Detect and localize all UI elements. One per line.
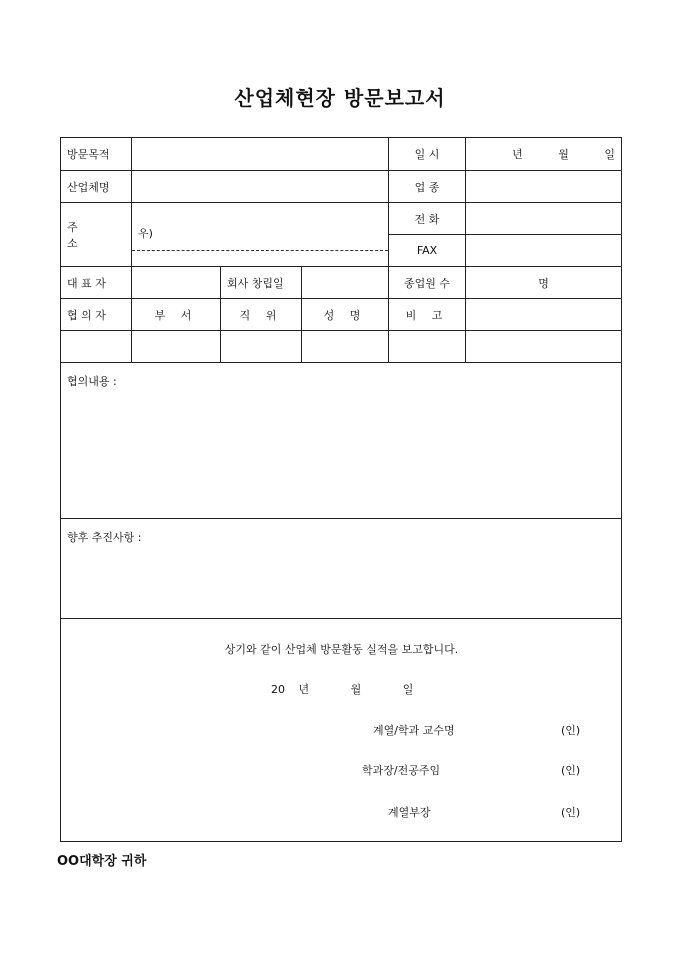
signer-role-dept-head: 학과장/전공주임 (362, 763, 441, 777)
discussion-field[interactable] (61, 363, 622, 519)
position-field[interactable] (221, 331, 302, 363)
row-visit-purpose (61, 138, 622, 171)
representative-label: 대 표 자 (61, 267, 132, 299)
report-form-table (60, 137, 622, 842)
followup-field[interactable] (61, 519, 622, 618)
signer-seal-division-head[interactable]: (인) (561, 805, 581, 819)
phone-label: 전 화 (389, 203, 466, 235)
note-header: 비 고 (389, 299, 466, 331)
signoff-year: 년 (298, 682, 310, 696)
employee-count-field[interactable] (466, 267, 622, 299)
address-label: 주 소 (61, 203, 132, 267)
discussion-label: 협의내용 : (67, 375, 117, 389)
visit-purpose-label: 방문목적 (61, 138, 132, 171)
document-title: 산업체현장 방문보고서 (234, 86, 446, 110)
signer-role-faculty: 계열/학과 교수명 (373, 723, 455, 737)
name-field[interactable] (302, 331, 389, 363)
fax-label: FAX (389, 235, 466, 267)
note-header-blank (466, 299, 622, 331)
consultant-label: 협 의 자 (61, 299, 132, 331)
row-representative (61, 267, 622, 299)
row-signoff (61, 618, 622, 841)
fax-field[interactable] (466, 235, 622, 267)
company-name-field[interactable] (132, 171, 389, 203)
date-field[interactable] (466, 138, 622, 171)
visit-purpose-field[interactable] (132, 138, 389, 171)
postal-prefix: 우) (138, 227, 153, 241)
industry-field[interactable] (466, 171, 622, 203)
company-name-label: 산업체명 (61, 171, 132, 203)
signoff-year-prefix: 20 (271, 682, 285, 696)
department-field[interactable] (132, 331, 221, 363)
date-label: 일 시 (389, 138, 466, 171)
name-header: 성 명 (302, 299, 389, 331)
row-consultant-header (61, 299, 622, 331)
date-day: 일 (604, 148, 616, 162)
employee-count-label: 종업원 수 (389, 267, 466, 299)
row-address-phone (61, 203, 622, 235)
signoff-day: 일 (402, 682, 414, 696)
founded-date-label: 회사 창립일 (221, 267, 302, 299)
note-field[interactable] (389, 331, 466, 363)
signer-seal-dept-head[interactable]: (인) (561, 763, 581, 777)
phone-field[interactable] (466, 203, 622, 235)
row-company-name (61, 171, 622, 203)
industry-label: 업 종 (389, 171, 466, 203)
row-discussion (61, 363, 622, 519)
signoff-month: 월 (350, 682, 362, 696)
postal-code-line (132, 218, 388, 251)
employee-count-unit: 명 (538, 276, 549, 290)
department-header: 부 서 (132, 299, 221, 331)
date-year: 년 (512, 148, 523, 162)
signoff-statement: 상기와 같이 산업체 방문활동 실적을 보고합니다. (224, 642, 459, 656)
row-followup (61, 519, 622, 618)
note-field-extra[interactable] (466, 331, 622, 363)
founded-date-field[interactable] (302, 267, 389, 299)
addressee: OO대학장 귀하 (57, 854, 147, 869)
representative-field[interactable] (132, 267, 221, 299)
position-header: 직 위 (221, 299, 302, 331)
row-consultant-entry (61, 331, 622, 363)
followup-label: 향후 추진사항 : (67, 531, 142, 545)
signoff-date (271, 681, 413, 697)
signoff-block (61, 618, 622, 841)
consultant-entry-blank (61, 331, 132, 363)
address-field[interactable] (132, 203, 389, 267)
signer-seal-faculty[interactable]: (인) (561, 723, 581, 737)
date-month: 월 (558, 148, 569, 162)
signer-role-division-head: 계열부장 (388, 805, 431, 819)
